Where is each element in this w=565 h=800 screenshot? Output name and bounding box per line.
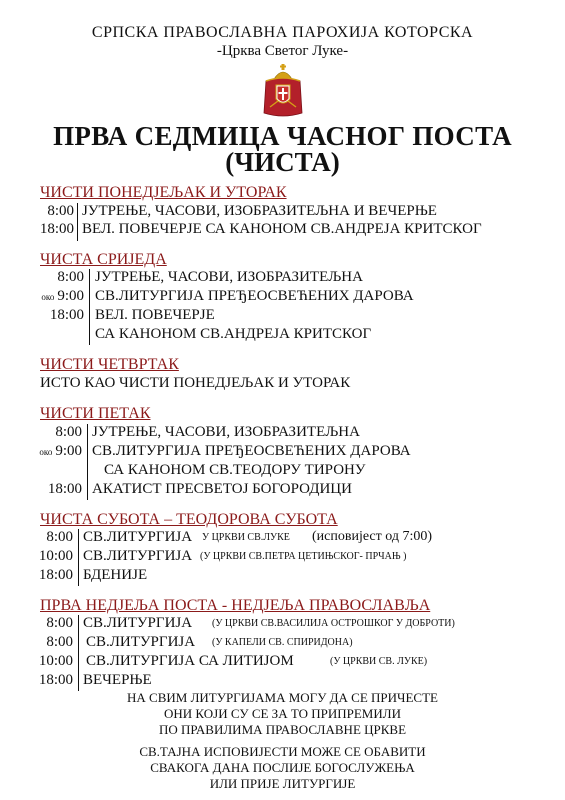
section-heading-wednesday: ЧИСТА СРИЈЕДА xyxy=(40,251,167,268)
section-heading-monday: ЧИСТИ ПОНЕДЈЕЉАК И УТОРАК xyxy=(40,184,287,201)
row-text: СА КАНОНОМ СВ.АНДРЕЈА КРИТСКОГ xyxy=(95,326,372,342)
row-text: СВ.ЛИТУРГИЈА xyxy=(83,615,193,631)
section-heading-sunday: ПРВА НЕДЈЕЉА ПОСТА - НЕДЈЕЉА ПРАВОСЛАВЉА xyxy=(40,597,431,614)
row-confession-note: (исповијест од 7:00) xyxy=(312,529,433,544)
approx-prefix: око xyxy=(41,292,55,302)
row-text: БДЕНИЈЕ xyxy=(83,567,148,583)
time-divider xyxy=(89,269,90,345)
row-text: СВ.ЛИТУРГИЈА ПРЕЂЕОСВЕЋЕНИХ ДАРОВА xyxy=(95,288,414,304)
row-text: ЈУТРЕЊЕ, ЧАСОВИ, ИЗОБРАЗИТЕЉНА xyxy=(95,269,363,285)
row-text: ИСТО КАО ЧИСТИ ПОНЕДЈЕЉАК И УТОРАК xyxy=(40,375,351,391)
row-text: ВЕЛ. ПОВЕЧЕРЈЕ xyxy=(95,307,215,323)
section-heading-friday: ЧИСТИ ПЕТАК xyxy=(40,405,151,422)
row-time xyxy=(22,443,82,460)
diocese-coat-of-arms-icon xyxy=(262,63,304,118)
row-text: ВЕЧЕРЊЕ xyxy=(83,672,152,688)
row-text: ЈУТРЕЊЕ, ЧАСОВИ, ИЗОБРАЗИТЕЉНА xyxy=(92,424,360,440)
row-time: 10:00 xyxy=(38,548,73,564)
footer-line: СВ.ТАЈНА ИСПОВИЈЕСТИ МОЖЕ СЕ ОБАВИТИ xyxy=(139,744,426,759)
row-time: 18:00 xyxy=(47,481,82,497)
row-time: 8:00 xyxy=(46,615,73,631)
approx-prefix: око xyxy=(39,447,53,457)
row-text: ВЕЛ. ПОВЕЧЕРЈЕ СА КАНОНОМ СВ.АНДРЕЈА КРИТСКОГ xyxy=(82,221,482,237)
row-text: СВ.ЛИТУРГИЈА ПРЕЂЕОСВЕЋЕНИХ ДАРОВА xyxy=(92,443,411,459)
time-value: 9:00 xyxy=(55,443,82,459)
confession-note xyxy=(0,744,565,792)
row-time: 18:00 xyxy=(38,567,73,583)
row-time: 10:00 xyxy=(38,653,73,669)
row-text: СА КАНОНОМ СВ.ТЕОДОРУ ТИРОНУ xyxy=(104,462,366,478)
row-time: 8:00 xyxy=(46,529,73,545)
row-time xyxy=(24,288,84,305)
row-location-note: (У КАПЕЛИ СВ. СПИРИДОНА) xyxy=(212,637,353,648)
row-time: 18:00 xyxy=(38,672,73,688)
time-divider xyxy=(77,203,78,241)
time-divider xyxy=(78,615,79,691)
row-location-note: У ЦРКВИ СВ.ЛУКЕ xyxy=(202,532,290,543)
row-text: СВ.ЛИТУРГИЈА xyxy=(83,529,193,545)
parish-name: СРПСКА ПРАВОСЛАВНА ПАРОХИЈА КОТОРСКА xyxy=(91,24,474,41)
row-text: СВ.ЛИТУРГИЈА СА ЛИТИЈОМ xyxy=(86,653,294,669)
row-time: 18:00 xyxy=(49,307,84,323)
footer-line: СВАКОГА ДАНА ПОСЛИЈЕ БОГОСЛУЖЕЊА xyxy=(150,760,415,775)
row-text: СВ.ЛИТУРГИЈА xyxy=(83,548,193,564)
time-value: 9:00 xyxy=(57,288,84,304)
row-text: СВ.ЛИТУРГИЈА xyxy=(86,634,196,650)
section-heading-saturday: ЧИСТА СУБОТА – ТЕОДОРОВА СУБОТА xyxy=(40,511,338,528)
communion-note xyxy=(0,690,565,738)
row-time: 8:00 xyxy=(55,424,82,440)
row-time: 8:00 xyxy=(57,269,84,285)
section-heading-thursday: ЧИСТИ ЧЕТВРТАК xyxy=(40,356,179,373)
row-location-note: (У ЦРКВИ СВ.ВАСИЛИЈА ОСТРОШКОГ У ДОБРОТИ) xyxy=(212,618,455,629)
row-text: АКАТИСТ ПРЕСВЕТОЈ БОГОРОДИЦИ xyxy=(92,481,352,497)
footer-line: ИЛИ ПРИЈЕ ЛИТУРГИЈЕ xyxy=(209,776,356,791)
row-location-note: (У ЦРКВИ СВ.ПЕТРА ЦЕТИЊСКОГ- ПРЧАЊ ) xyxy=(200,551,407,562)
time-divider xyxy=(78,529,79,586)
church-name: -Црква Светог Луке- xyxy=(216,43,349,59)
footer-line: ПО ПРАВИЛИМА ПРАВОСЛАВНЕ ЦРКВЕ xyxy=(158,722,407,737)
time-divider xyxy=(87,424,88,500)
main-title: ПРВА СЕДМИЦА ЧАСНОГ ПОСТА xyxy=(53,121,512,151)
row-location-note: (У ЦРКВИ СВ. ЛУКЕ) xyxy=(330,656,428,667)
row-time: 8:00 xyxy=(47,203,74,219)
row-time: 18:00 xyxy=(39,221,74,237)
row-time: 8:00 xyxy=(46,634,73,650)
main-subtitle: (ЧИСТА) xyxy=(225,147,340,177)
row-text: ЈУТРЕЊЕ, ЧАСОВИ, ИЗОБРАЗИТЕЉНА И ВЕЧЕРЊЕ xyxy=(82,203,437,219)
footer-line: ОНИ КОЈИ СУ СЕ ЗА ТО ПРИПРЕМИЛИ xyxy=(164,706,401,721)
footer-line: НА СВИМ ЛИТУРГИЈАМА МОГУ ДА СЕ ПРИЧЕСТЕ xyxy=(127,690,438,705)
